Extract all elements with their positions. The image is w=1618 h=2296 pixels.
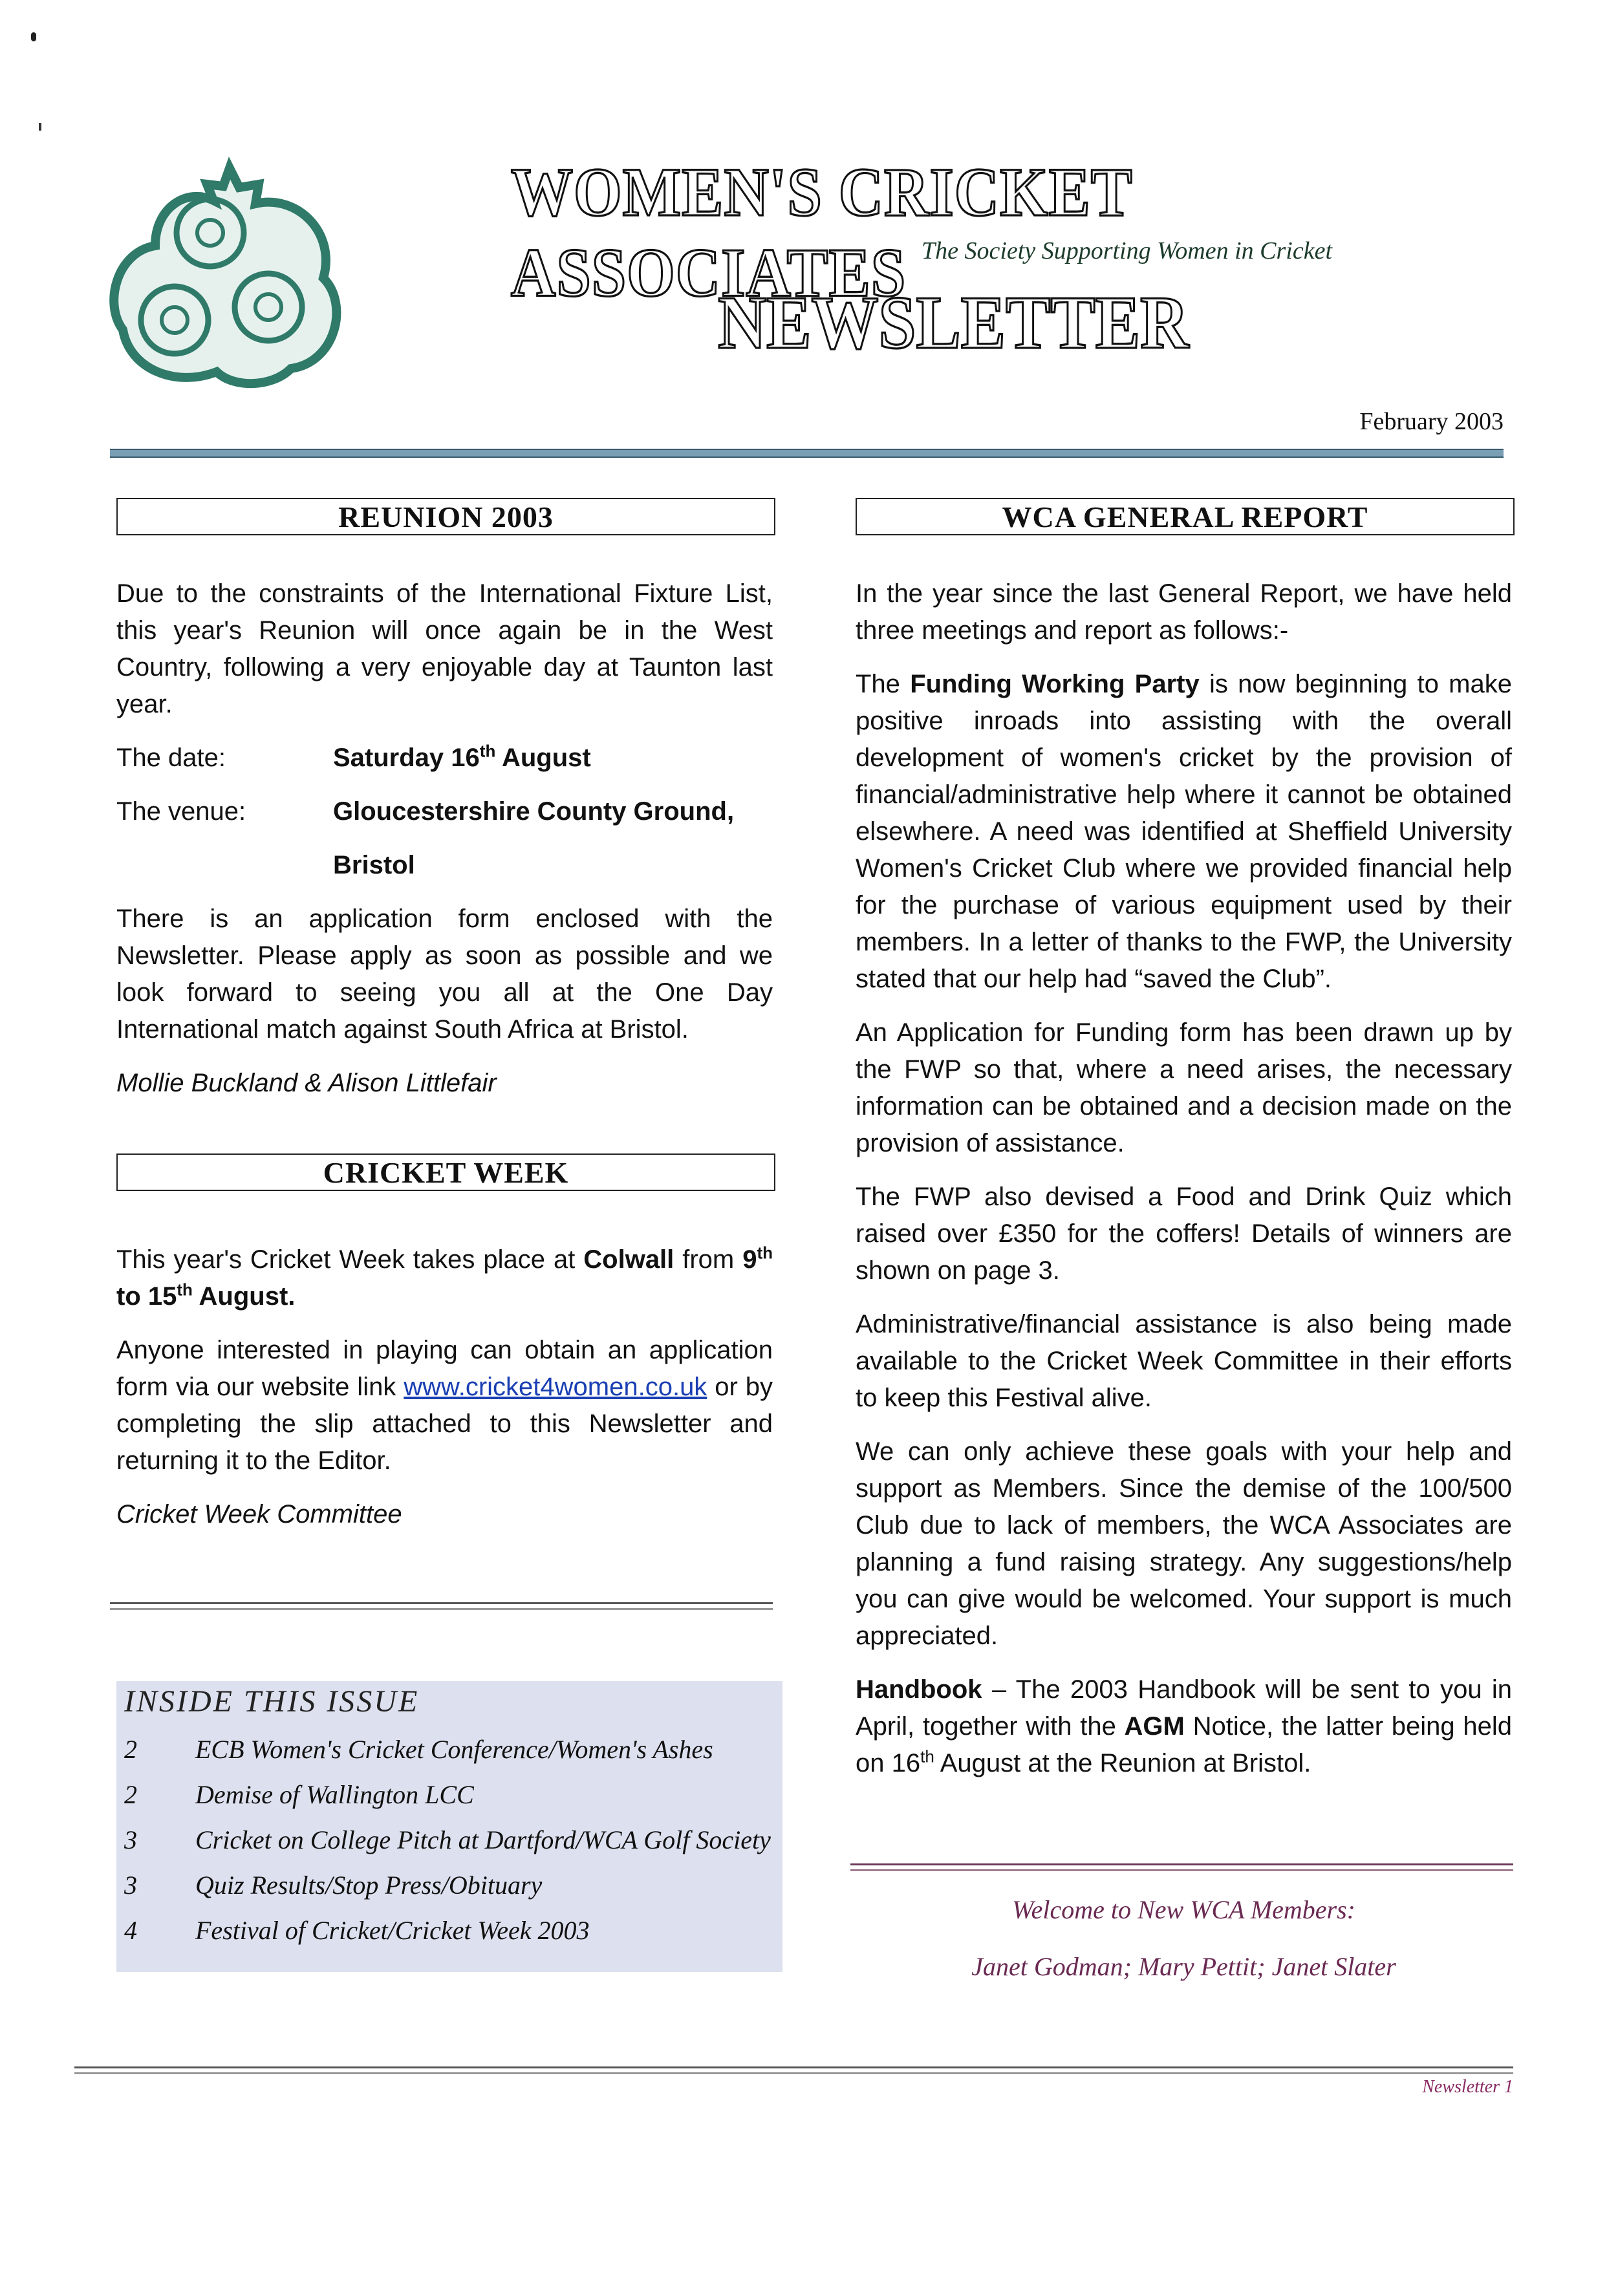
report-p4: The FWP also devised a Food and Drink Quiz which raised over £350 for the coffers! Details of winners are shown on page 3.: [856, 1183, 1512, 1285]
section-divider: [850, 1863, 1513, 1871]
reunion-heading: REUNION 2003: [116, 498, 775, 535]
cricket-week-dates: This year's Cricket Week takes place at Colwall from 9th to 15th August.: [116, 1243, 773, 1311]
toc-item: 3 Quiz Results/Stop Press/Obituary: [124, 1871, 543, 1900]
cricket-week-section: [116, 1241, 773, 1550]
rose-trefoil-icon: [103, 155, 356, 394]
issue-date: February 2003: [1359, 408, 1504, 435]
reunion-body: There is an application form enclosed with the Newsletter. Please apply as soon as possible and we look forward to seeing you all at the One Day International match against South Africa at Bristol.: [116, 905, 773, 1044]
reunion-date-row: [116, 740, 773, 777]
date-value: Saturday 16th August: [333, 741, 591, 772]
report-p2: The Funding Working Party is now beginning to make positive inroads into assisting with the overall development of women's cricket by the provision of financial/administrative help where it cannot be obtained elsewhere. A need was identified at Sheffield University Women's Cricket Club where we provided financial help for the purchase of various equipment used by their members. In a letter of thanks to the FWP, the University stated that our help had “saved the Club”.: [856, 670, 1512, 993]
welcome-heading: Welcome to New WCA Members:: [1011, 1895, 1355, 1924]
report-p3: An Application for Funding form has been drawn up by the FWP so that, where a need arises, the necessary information can be obtained and a decision made on the provision of assistance.: [856, 1018, 1512, 1157]
venue-value: Gloucestershire County Ground,: [333, 797, 735, 826]
toc-item: 4 Festival of Cricket/Cricket Week 2003: [124, 1916, 590, 1945]
report-p7: Handbook – The 2003 Handbook will be sent to you in April, together with the AGM Notice, the latter being held on 16th August at the Reunion at Bristol.: [856, 1675, 1512, 1777]
reunion-section: [116, 575, 773, 1119]
inside-this-issue: [116, 1681, 782, 1972]
report-p5: Administrative/financial assistance is also being made available to the Cricket Week Committee in their efforts to keep this Festival alive.: [856, 1310, 1512, 1412]
report-p6: We can only achieve these goals with your help and support as Members. Since the demise of the 100/500 Club due to lack of members, the WCA Associates are planning a fund raising strategy. Any suggestions/help you can give would be welcomed. Your support is much appreciated.: [856, 1437, 1512, 1650]
toc-item: 2 ECB Women's Cricket Conference/Women's Ashes: [124, 1735, 713, 1764]
cricket-week-heading: CRICKET WEEK: [116, 1153, 775, 1191]
website-link[interactable]: www.cricket4women.co.uk: [404, 1373, 707, 1401]
footer-divider: [74, 2066, 1513, 2074]
reunion-venue-row: [116, 793, 773, 830]
report-p1: In the year since the last General Report, we have held three meetings and report as follows:-: [856, 579, 1512, 645]
scan-mark: [31, 32, 36, 41]
general-report-section: [856, 575, 1512, 1799]
date-label: The date:: [116, 744, 226, 772]
reunion-intro: Due to the constraints of the International Fixture List, this year's Reunion will once again be in the West Country, following a very enjoyable day at Taunton last year.: [116, 579, 773, 718]
venue-label: The venue:: [116, 797, 246, 826]
general-report-heading: WCA GENERAL REPORT: [856, 498, 1515, 535]
newsletter-title: NEWSLETTER: [718, 281, 1189, 365]
reunion-signature: Mollie Buckland & Alison Littlefair: [116, 1069, 497, 1097]
toc-item: 2 Demise of Wallington LCC: [124, 1780, 474, 1809]
inside-title: INSIDE THIS ISSUE: [124, 1684, 420, 1719]
org-title: WOMEN'S CRICKET ASSOCIATES: [511, 153, 1132, 312]
venue-city: Bristol: [333, 851, 415, 879]
cricket-week-apply: Anyone interested in playing can obtain an application form via our website link www.cricket4women.co.uk or by completing the slip attached to this Newsletter and returning it to the Editor.: [116, 1336, 773, 1475]
page-footer: Newsletter 1: [1422, 2077, 1513, 2097]
toc-item: 3 Cricket on College Pitch at Dartford/WCA Golf Society: [124, 1825, 771, 1854]
tagline: The Society Supporting Women in Cricket: [922, 237, 1332, 264]
header-divider: [110, 449, 1504, 458]
scan-mark: [39, 123, 41, 131]
section-divider: [110, 1602, 773, 1610]
welcome-members: Janet Godman; Mary Pettit; Janet Slater: [971, 1952, 1396, 1981]
cricket-week-signature: Cricket Week Committee: [116, 1500, 402, 1529]
reunion-venue-row-2: [116, 847, 773, 884]
